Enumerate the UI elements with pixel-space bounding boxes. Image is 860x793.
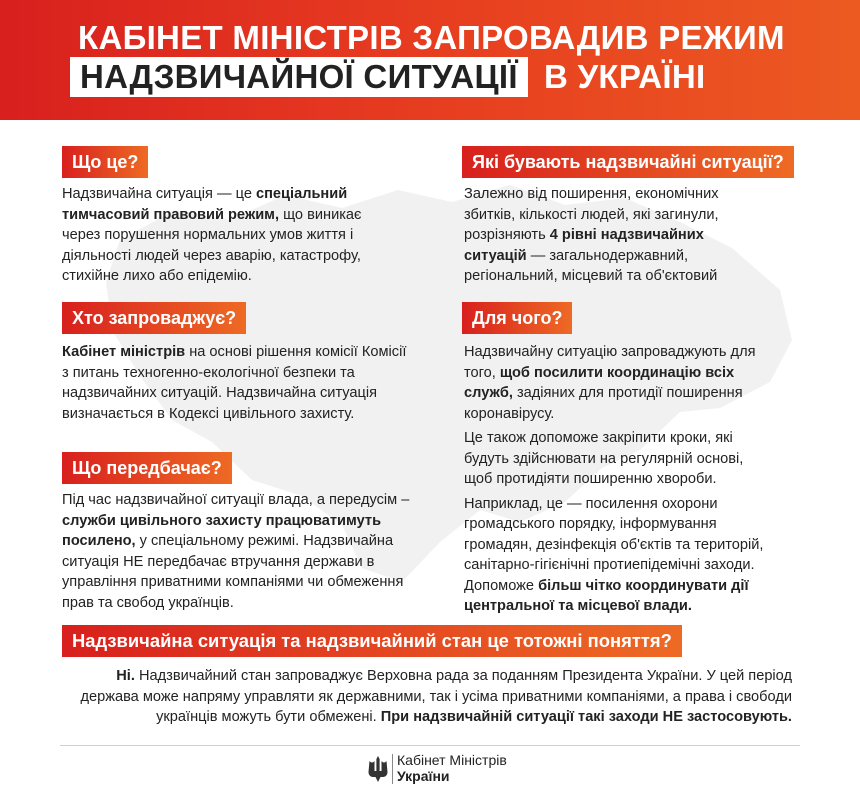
text-who: Кабінет міністрів на основі рішення комісії Комісії з питань техногенно-екологічної безпеки та надзвичайних ситуацій. Надзвичайна ситуація визначається в Кодексі цивільного захисту.	[62, 344, 407, 422]
title-line-2-rest: В УКРАЇНІ	[544, 58, 706, 95]
header-banner	[0, 0, 860, 120]
footer-org-name: Кабінет Міністрів	[397, 752, 507, 768]
heading-what: Що це?	[62, 146, 148, 178]
footer-divider	[60, 745, 800, 746]
title-line-1: КАБІНЕТ МІНІСТРІВ ЗАПРОВАДИВ РЕЖИМ	[78, 19, 785, 56]
trident-icon	[366, 754, 390, 784]
heading-why: Для чого?	[462, 302, 572, 334]
heading-who: Хто запроваджує?	[62, 302, 246, 334]
footer-country: України	[397, 768, 450, 784]
heading-same: Надзвичайна ситуація та надзвичайний стан це тотожні поняття?	[62, 625, 682, 657]
text-same: Ні. Надзвичайний стан запроваджує Верховна рада за поданням Президента України. У цей період держава може напряму управляти як державними, так і усіма приватними компаніями, а права і свободи українців можуть бути обмежені. При надзвичайній ситуації такі заходи НЕ застосовують.	[80, 668, 792, 725]
text-what: Надзвичайна ситуація — це спеціальний тимчасовий правовий режим, що виникає через порушення нормальних умов життя і діяльності людей через аварію, катастрофу, стихійне лихо або епідемію.	[62, 186, 362, 284]
text-types: Залежно від поширення, економічних збитків, кількості людей, які загинули, розрізняють 4 рівні надзвичайних ситуацій — загальнодержавний, регіональний, місцевий та об'єктовий	[464, 186, 719, 284]
heading-types: Які бувають надзвичайні ситуації?	[462, 146, 794, 178]
text-provides: Під час надзвичайної ситуації влада, а передусім – служби цивільного захисту працюватимуть посилено, у спеціальному режимі. Надзвичайна ситуація НЕ передбачає втручання держави в управління приватними компаніями чи обмеження прав та свобод українців.	[62, 492, 410, 611]
footer-logo-divider	[392, 754, 393, 784]
title-line-2-highlight: НАДЗВИЧАЙНОЇ СИТУАЦІЇ	[70, 57, 528, 97]
text-why: Надзвичайну ситуацію запроваджують для того, щоб посилити координацію всіх служб, задіяних для протидії поширення коронавірусу. Це також допоможе закріпити кроки, які будуть здійснювати на регулярній основі, щоб протидіяти поширенню хвороби. Наприклад, це — посилення охорони громадського порядку, інформування громадян, дезінфекція об'єктів та територій, санітарно-гігієнічні протиепідемічні заходи. Допоможе більш чітко координувати дії центральної та місцевої влади.	[464, 344, 764, 614]
heading-provides: Що передбачає?	[62, 452, 232, 484]
